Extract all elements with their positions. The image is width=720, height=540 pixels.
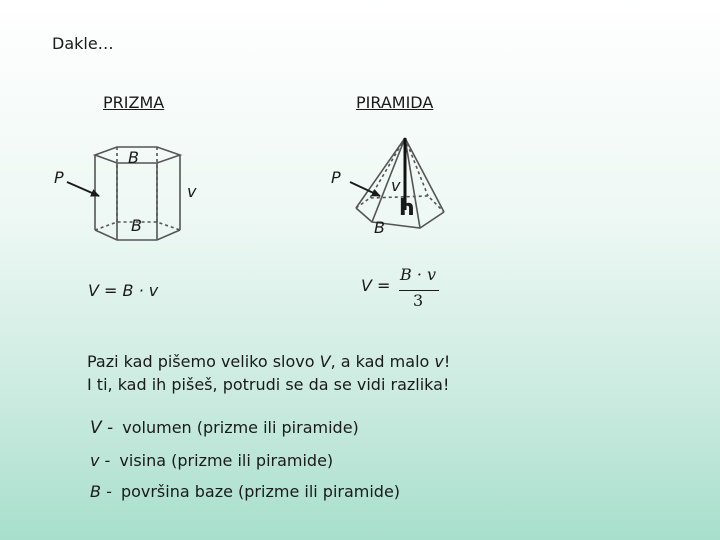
- definition-volume: [90, 418, 359, 438]
- definition-symbol: v -: [90, 451, 111, 470]
- note-line-2: I ti, kad ih pišeš, potrudi se da se vidi razlika!: [87, 375, 450, 394]
- definition-base: [90, 482, 400, 501]
- definition-symbol: V -: [90, 418, 114, 438]
- prism-heading: PRIZMA: [103, 93, 165, 112]
- pyramid-label-b: B: [374, 218, 385, 237]
- pyramid-heading: PIRAMIDA: [356, 93, 434, 112]
- slide-title: Dakle…: [52, 34, 114, 53]
- definition-height: [90, 451, 333, 470]
- pyramid-label-v: v: [391, 176, 401, 195]
- pyramid-label-p: P: [331, 168, 341, 187]
- definition-text: volumen (prizme ili piramide): [122, 418, 359, 437]
- note: [87, 350, 450, 396]
- pyramid-label-h: h: [399, 196, 415, 221]
- prism-label-b-bottom: B: [131, 216, 142, 235]
- prism-volume-formula: V = B · v: [88, 281, 159, 300]
- note-text: , a kad malo: [330, 352, 435, 371]
- prism-label-b-top: B: [128, 148, 139, 167]
- definition-text: visina (prizme ili piramide): [119, 451, 334, 470]
- pyramid-formula-denominator: 3: [413, 291, 424, 310]
- note-small-v: v: [434, 352, 444, 371]
- note-text: Pazi kad pišemo veliko slovo: [87, 352, 320, 371]
- pyramid-formula-numerator: B · v: [400, 265, 437, 284]
- pyramid-formula-lhs: V =: [361, 276, 391, 295]
- prism-label-v: v: [187, 182, 197, 201]
- note-text: !: [443, 352, 451, 371]
- definition-symbol: B -: [90, 482, 112, 501]
- note-line-1: [87, 350, 450, 373]
- prism-label-p: P: [54, 168, 64, 187]
- note-capital-v: V: [319, 352, 331, 371]
- definition-text: površina baze (prizme ili piramide): [120, 482, 401, 501]
